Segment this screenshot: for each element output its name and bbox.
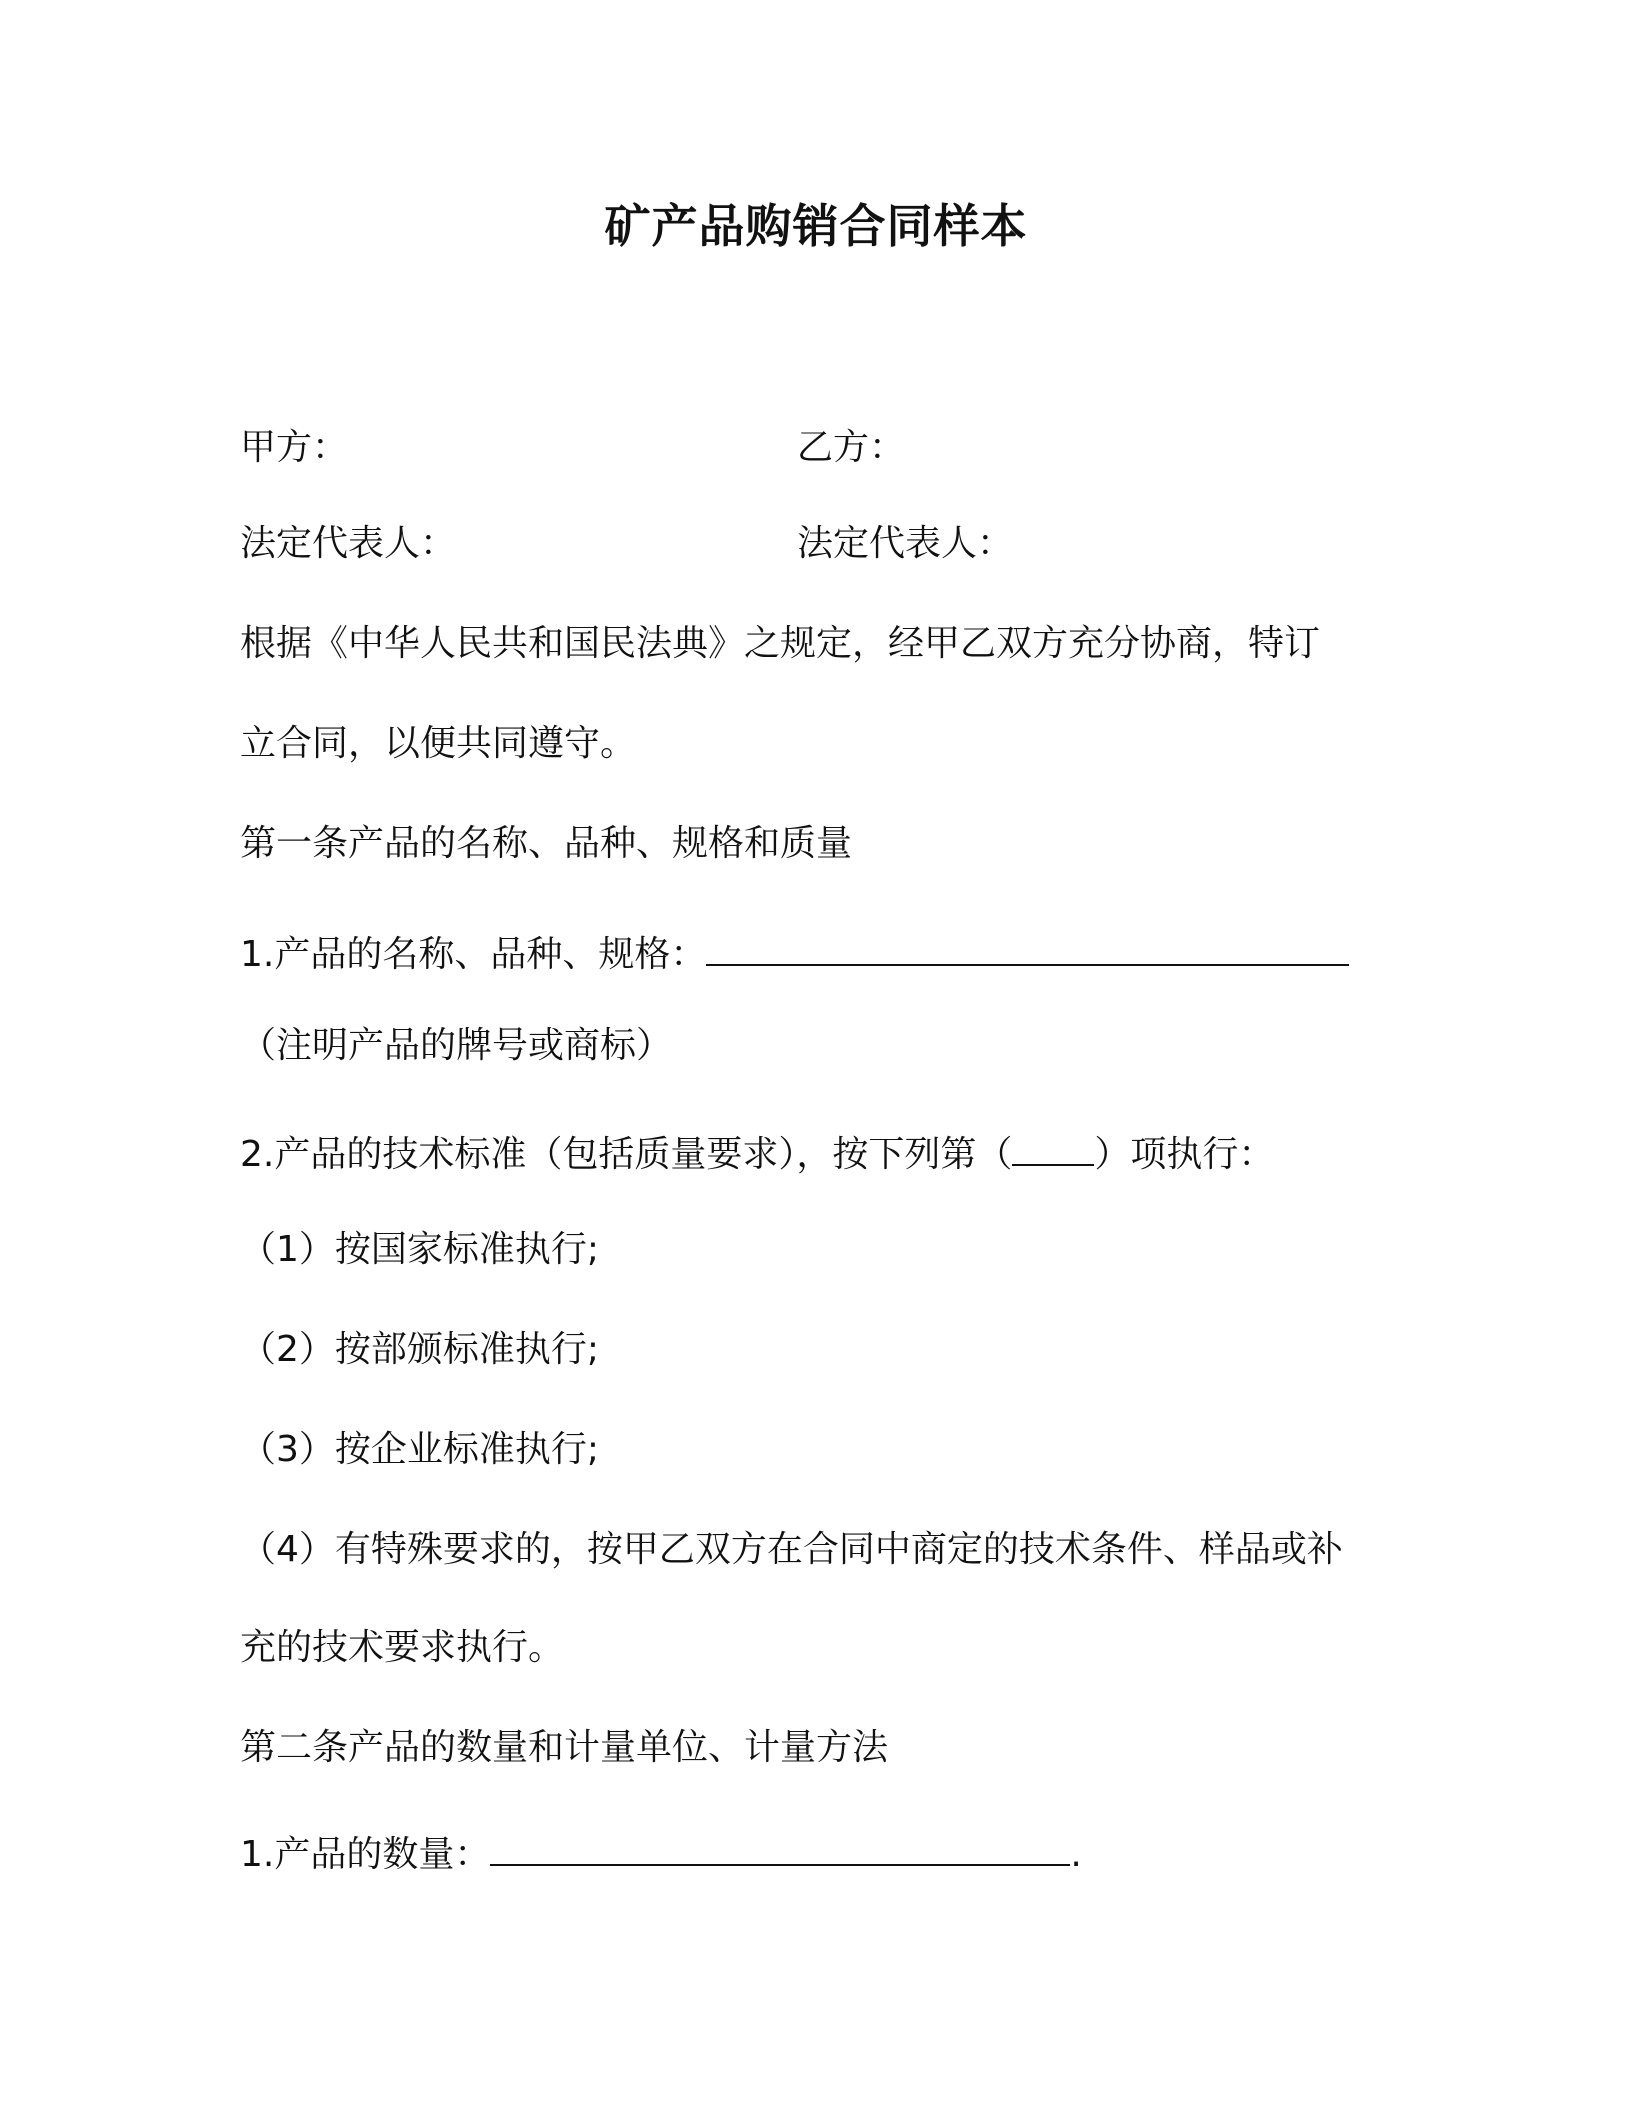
standard-option-blank[interactable] bbox=[1012, 1128, 1094, 1166]
intro-line-2: 立合同，以便共同遵守。 bbox=[240, 723, 637, 764]
article-1-option-4-line-2: 充的技术要求执行。 bbox=[240, 1627, 565, 1668]
article-1-option-3: （3）按企业标准执行; bbox=[240, 1429, 600, 1470]
party-b-representative-label: 法定代表人： bbox=[797, 523, 1014, 564]
article-2-heading: 第二条产品的数量和计量单位、计量方法 bbox=[240, 1727, 889, 1768]
article-2-item-1 bbox=[240, 1828, 1082, 1879]
article-1-heading: 第一条产品的名称、品种、规格和质量 bbox=[240, 823, 853, 864]
intro-line-1: 根据《中华人民共和国民法典》之规定，经甲乙双方充分协商，特订 bbox=[240, 623, 1321, 664]
article-1-item-2 bbox=[240, 1128, 1274, 1179]
article-1-item-1 bbox=[240, 928, 1349, 979]
article-1-option-2: （2）按部颁标准执行; bbox=[240, 1329, 600, 1370]
article-2-item-1-end: . bbox=[1070, 1834, 1082, 1875]
party-a-representative-label: 法定代表人： bbox=[240, 523, 457, 564]
document-title: 矿产品购销合同样本 bbox=[604, 199, 1028, 253]
article-1-item-2-prefix: 2.产品的技术标准（包括质量要求），按下列第（ bbox=[240, 1134, 1013, 1175]
product-name-blank[interactable] bbox=[706, 928, 1349, 966]
article-2-item-1-label: 1.产品的数量： bbox=[240, 1834, 491, 1875]
article-1-item-2-suffix: ）项执行： bbox=[1094, 1134, 1275, 1175]
article-1-option-4-line-1: （4）有特殊要求的，按甲乙双方在合同中商定的技术条件、样品或补 bbox=[240, 1529, 1343, 1570]
article-1-item-1-note: （注明产品的牌号或商标） bbox=[240, 1025, 673, 1066]
party-a-label: 甲方： bbox=[240, 427, 349, 468]
article-1-item-1-label: 1.产品的名称、品种、规格： bbox=[240, 934, 707, 975]
article-1-option-1: （1）按国家标准执行; bbox=[240, 1229, 600, 1270]
party-b-label: 乙方： bbox=[797, 427, 906, 468]
product-quantity-blank[interactable] bbox=[490, 1828, 1070, 1866]
